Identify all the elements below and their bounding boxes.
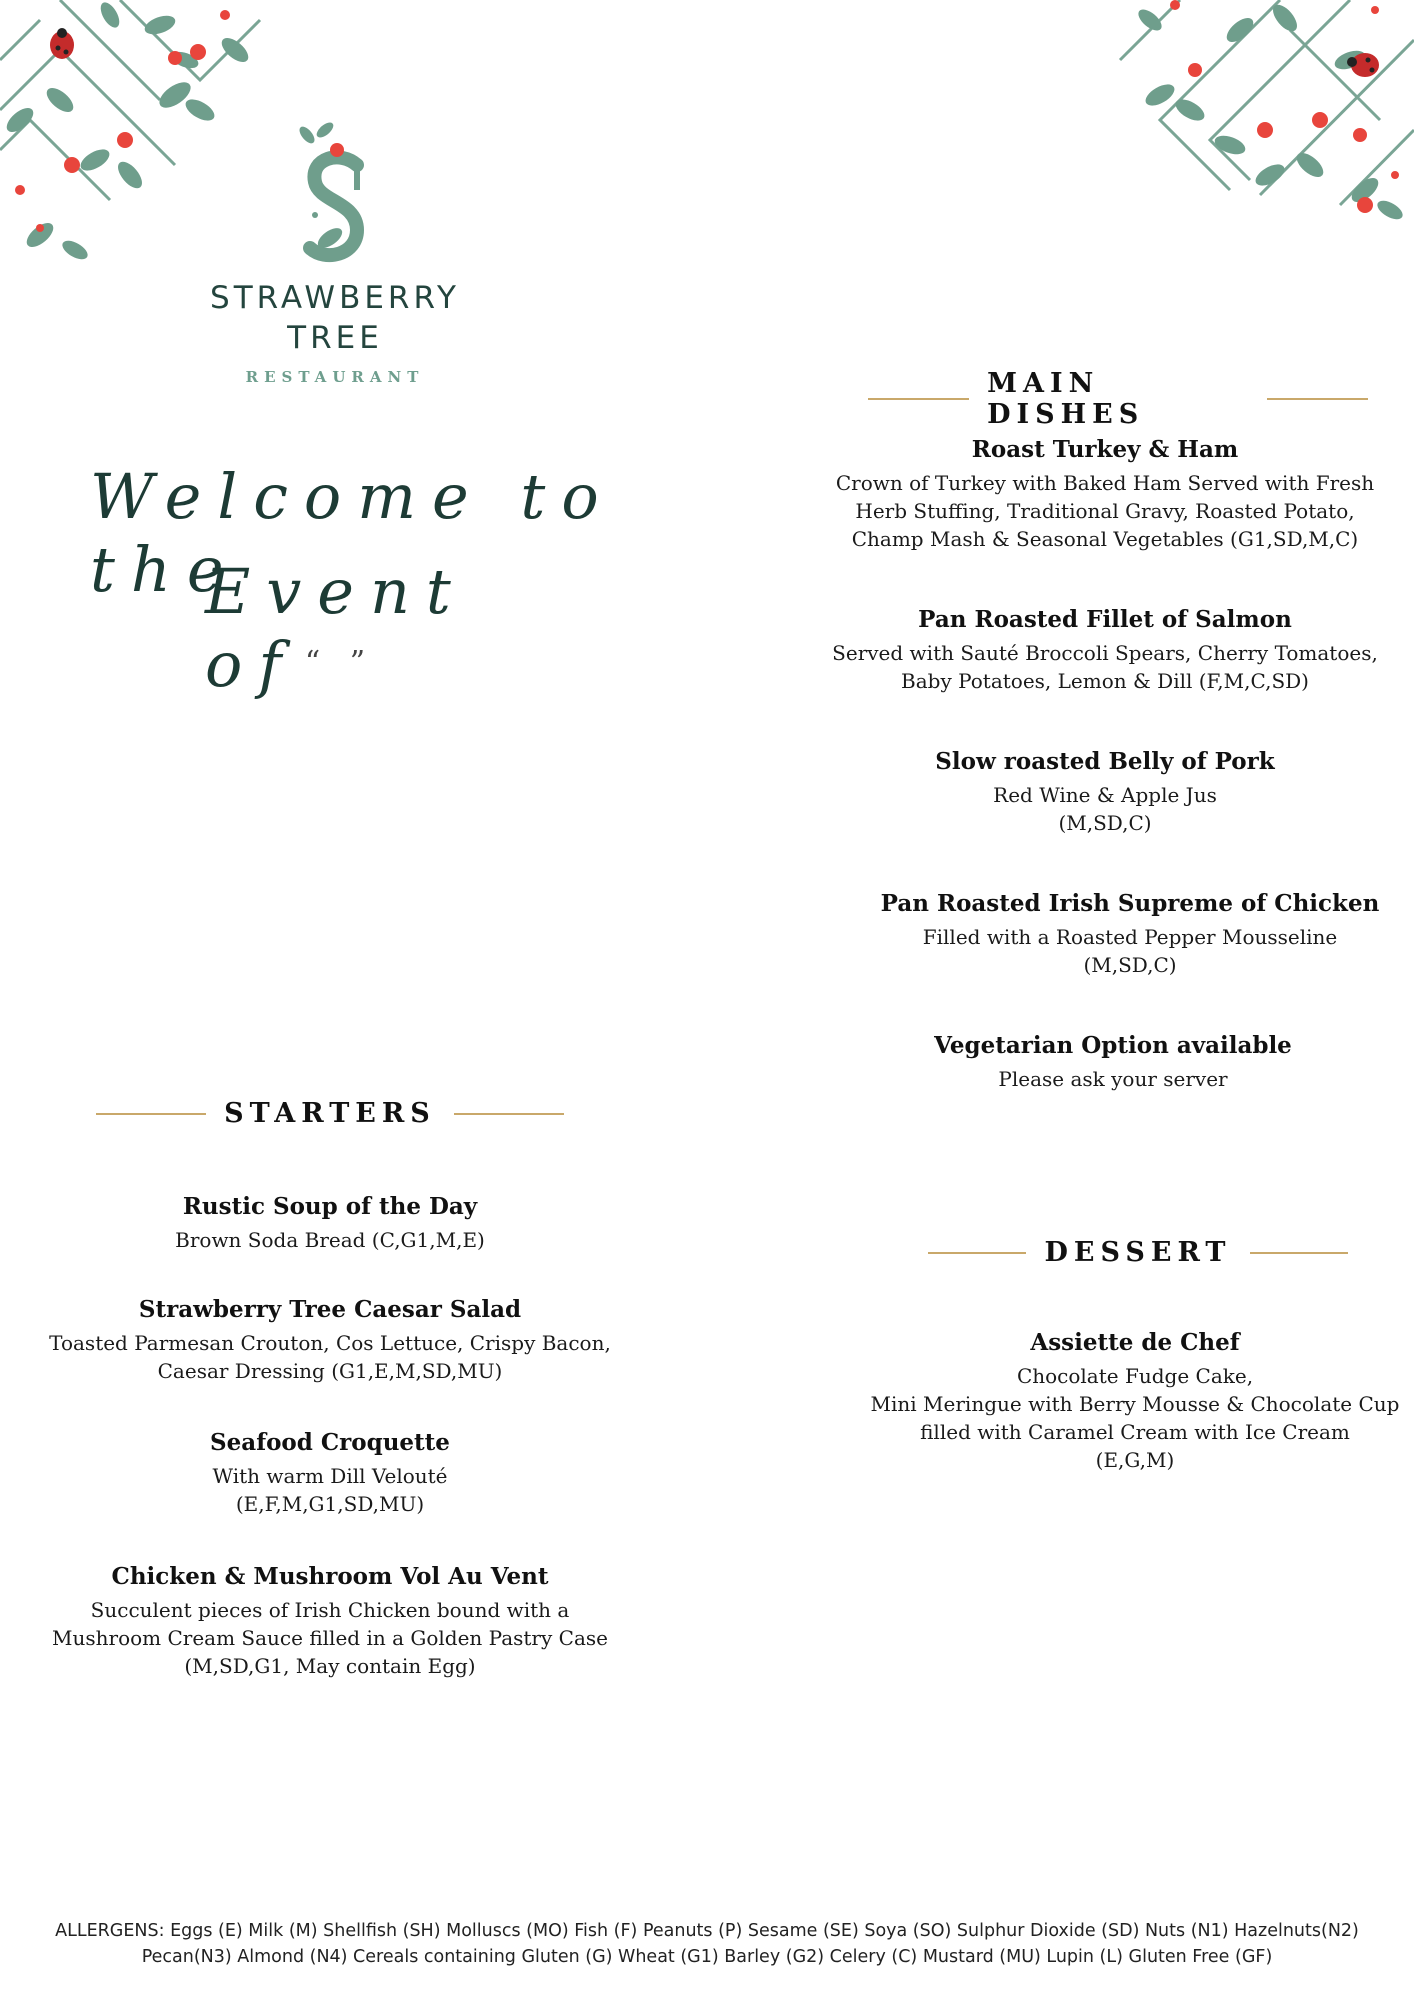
dish-description: Brown Soda Bread (C,G1,M,E)	[175, 1228, 485, 1252]
main-item	[805, 606, 1405, 695]
dish-description: Toasted Parmesan Crouton, Cos Lettuce, Crispy Bacon,	[49, 1331, 611, 1355]
dish-description: (M,SD,G1, May contain Egg)	[184, 1654, 476, 1678]
starters-heading	[95, 1098, 565, 1129]
dish-description: (E,F,M,G1,SD,MU)	[235, 1492, 425, 1516]
main-dishes-heading	[868, 368, 1368, 430]
dish-name: Pan Roasted Fillet of Salmon	[918, 606, 1292, 633]
heading-rule-left	[96, 1113, 206, 1115]
main-dishes-heading-label: MAIN DISHES	[987, 368, 1145, 430]
dish-name: Vegetarian Option available	[934, 1032, 1292, 1059]
dish-description: filled with Caramel Cream with Ice Cream	[920, 1420, 1350, 1444]
starters-heading-label: STARTERS	[224, 1098, 436, 1129]
dessert-heading	[928, 1237, 1348, 1268]
dish-description: Succulent pieces of Irish Chicken bound with a	[90, 1598, 570, 1622]
restaurant-name-line1: STRAWBERRY	[210, 280, 460, 316]
starter-item	[30, 1296, 630, 1385]
dish-description: Caesar Dressing (G1,E,M,SD,MU)	[157, 1359, 503, 1383]
dish-description: (E,G,M)	[1095, 1448, 1175, 1472]
heading-rule-left	[928, 1252, 1026, 1254]
restaurant-name-line2: TREE	[287, 320, 383, 356]
welcome-line1: Welcome to the	[90, 460, 615, 606]
dish-description: Chocolate Fudge Cake,	[1016, 1364, 1254, 1388]
heading-rule-right	[454, 1113, 564, 1115]
starter-item	[30, 1563, 630, 1680]
dish-description: (M,SD,C)	[1058, 811, 1152, 835]
dish-description: (M,SD,C)	[1083, 953, 1177, 977]
foliage-top-left-decoration	[0, 0, 270, 290]
event-name-quotes: “ ”	[304, 645, 376, 680]
dish-description: Mini Meringue with Berry Mousse & Chocolate Cup	[870, 1392, 1400, 1416]
dish-name: Pan Roasted Irish Supreme of Chicken	[880, 890, 1380, 917]
dish-description: Crown of Turkey with Baked Ham Served with Fresh	[835, 471, 1375, 495]
dish-name: Chicken & Mushroom Vol Au Vent	[111, 1563, 549, 1590]
dish-description: With warm Dill Velouté	[212, 1464, 448, 1488]
allergens-line2: Pecan(N3) Almond (N4) Cereals containing Gluten (G) Wheat (G1) Barley (G2) Celery (C) Mustard (MU) Lupin (L) Gluten Free (GF)	[141, 1947, 1273, 1967]
dish-description: Please ask your server	[998, 1067, 1228, 1091]
dish-name: Assiette de Chef	[1030, 1329, 1240, 1356]
dish-name: Rustic Soup of the Day	[182, 1193, 478, 1220]
welcome-line2: Event of	[205, 555, 467, 701]
dish-description: Baby Potatoes, Lemon & Dill (F,M,C,SD)	[901, 669, 1309, 693]
dessert-item	[835, 1329, 1414, 1474]
dish-name: Strawberry Tree Caesar Salad	[138, 1296, 522, 1323]
dish-description: Red Wine & Apple Jus	[993, 783, 1217, 807]
heading-rule-right	[1250, 1252, 1348, 1254]
dish-description: Served with Sauté Broccoli Spears, Cherry Tomatoes,	[832, 641, 1378, 665]
main-item	[813, 1032, 1413, 1093]
allergens-footer	[0, 1918, 1414, 1970]
strawberry-tree-logo-icon	[285, 120, 380, 270]
foliage-top-right-decoration	[1120, 0, 1414, 270]
dish-description: Herb Stuffing, Traditional Gravy, Roasted Potato,	[855, 499, 1355, 523]
dish-description: Filled with a Roasted Pepper Mousseline	[922, 925, 1338, 949]
main-item	[805, 748, 1405, 837]
restaurant-subtitle: RESTAURANT	[245, 368, 425, 386]
dish-description: Champ Mash & Seasonal Vegetables (G1,SD,M,C)	[851, 527, 1359, 551]
main-item	[805, 436, 1405, 553]
dish-name: Slow roasted Belly of Pork	[935, 748, 1275, 775]
restaurant-name	[150, 278, 520, 358]
dish-name: Roast Turkey & Ham	[971, 436, 1239, 463]
main-item	[830, 890, 1414, 979]
heading-rule-right	[1267, 398, 1368, 400]
dish-name: Seafood Croquette	[210, 1429, 450, 1456]
starter-item	[30, 1429, 630, 1518]
heading-rule-left	[868, 398, 969, 400]
dish-description: Mushroom Cream Sauce filled in a Golden Pastry Case	[52, 1626, 608, 1650]
ladybug-icon	[1255, 1990, 1256, 1991]
dessert-heading-label: DESSERT	[1044, 1237, 1232, 1268]
allergens-line1: ALLERGENS: Eggs (E) Milk (M) Shellfish (SH) Molluscs (MO) Fish (F) Peanuts (P) Sesame (SE) Soya (SO) Sulphur Dioxide (SD) Nuts (N1) Hazelnuts(N2)	[55, 1921, 1359, 1941]
starter-item	[30, 1193, 630, 1254]
